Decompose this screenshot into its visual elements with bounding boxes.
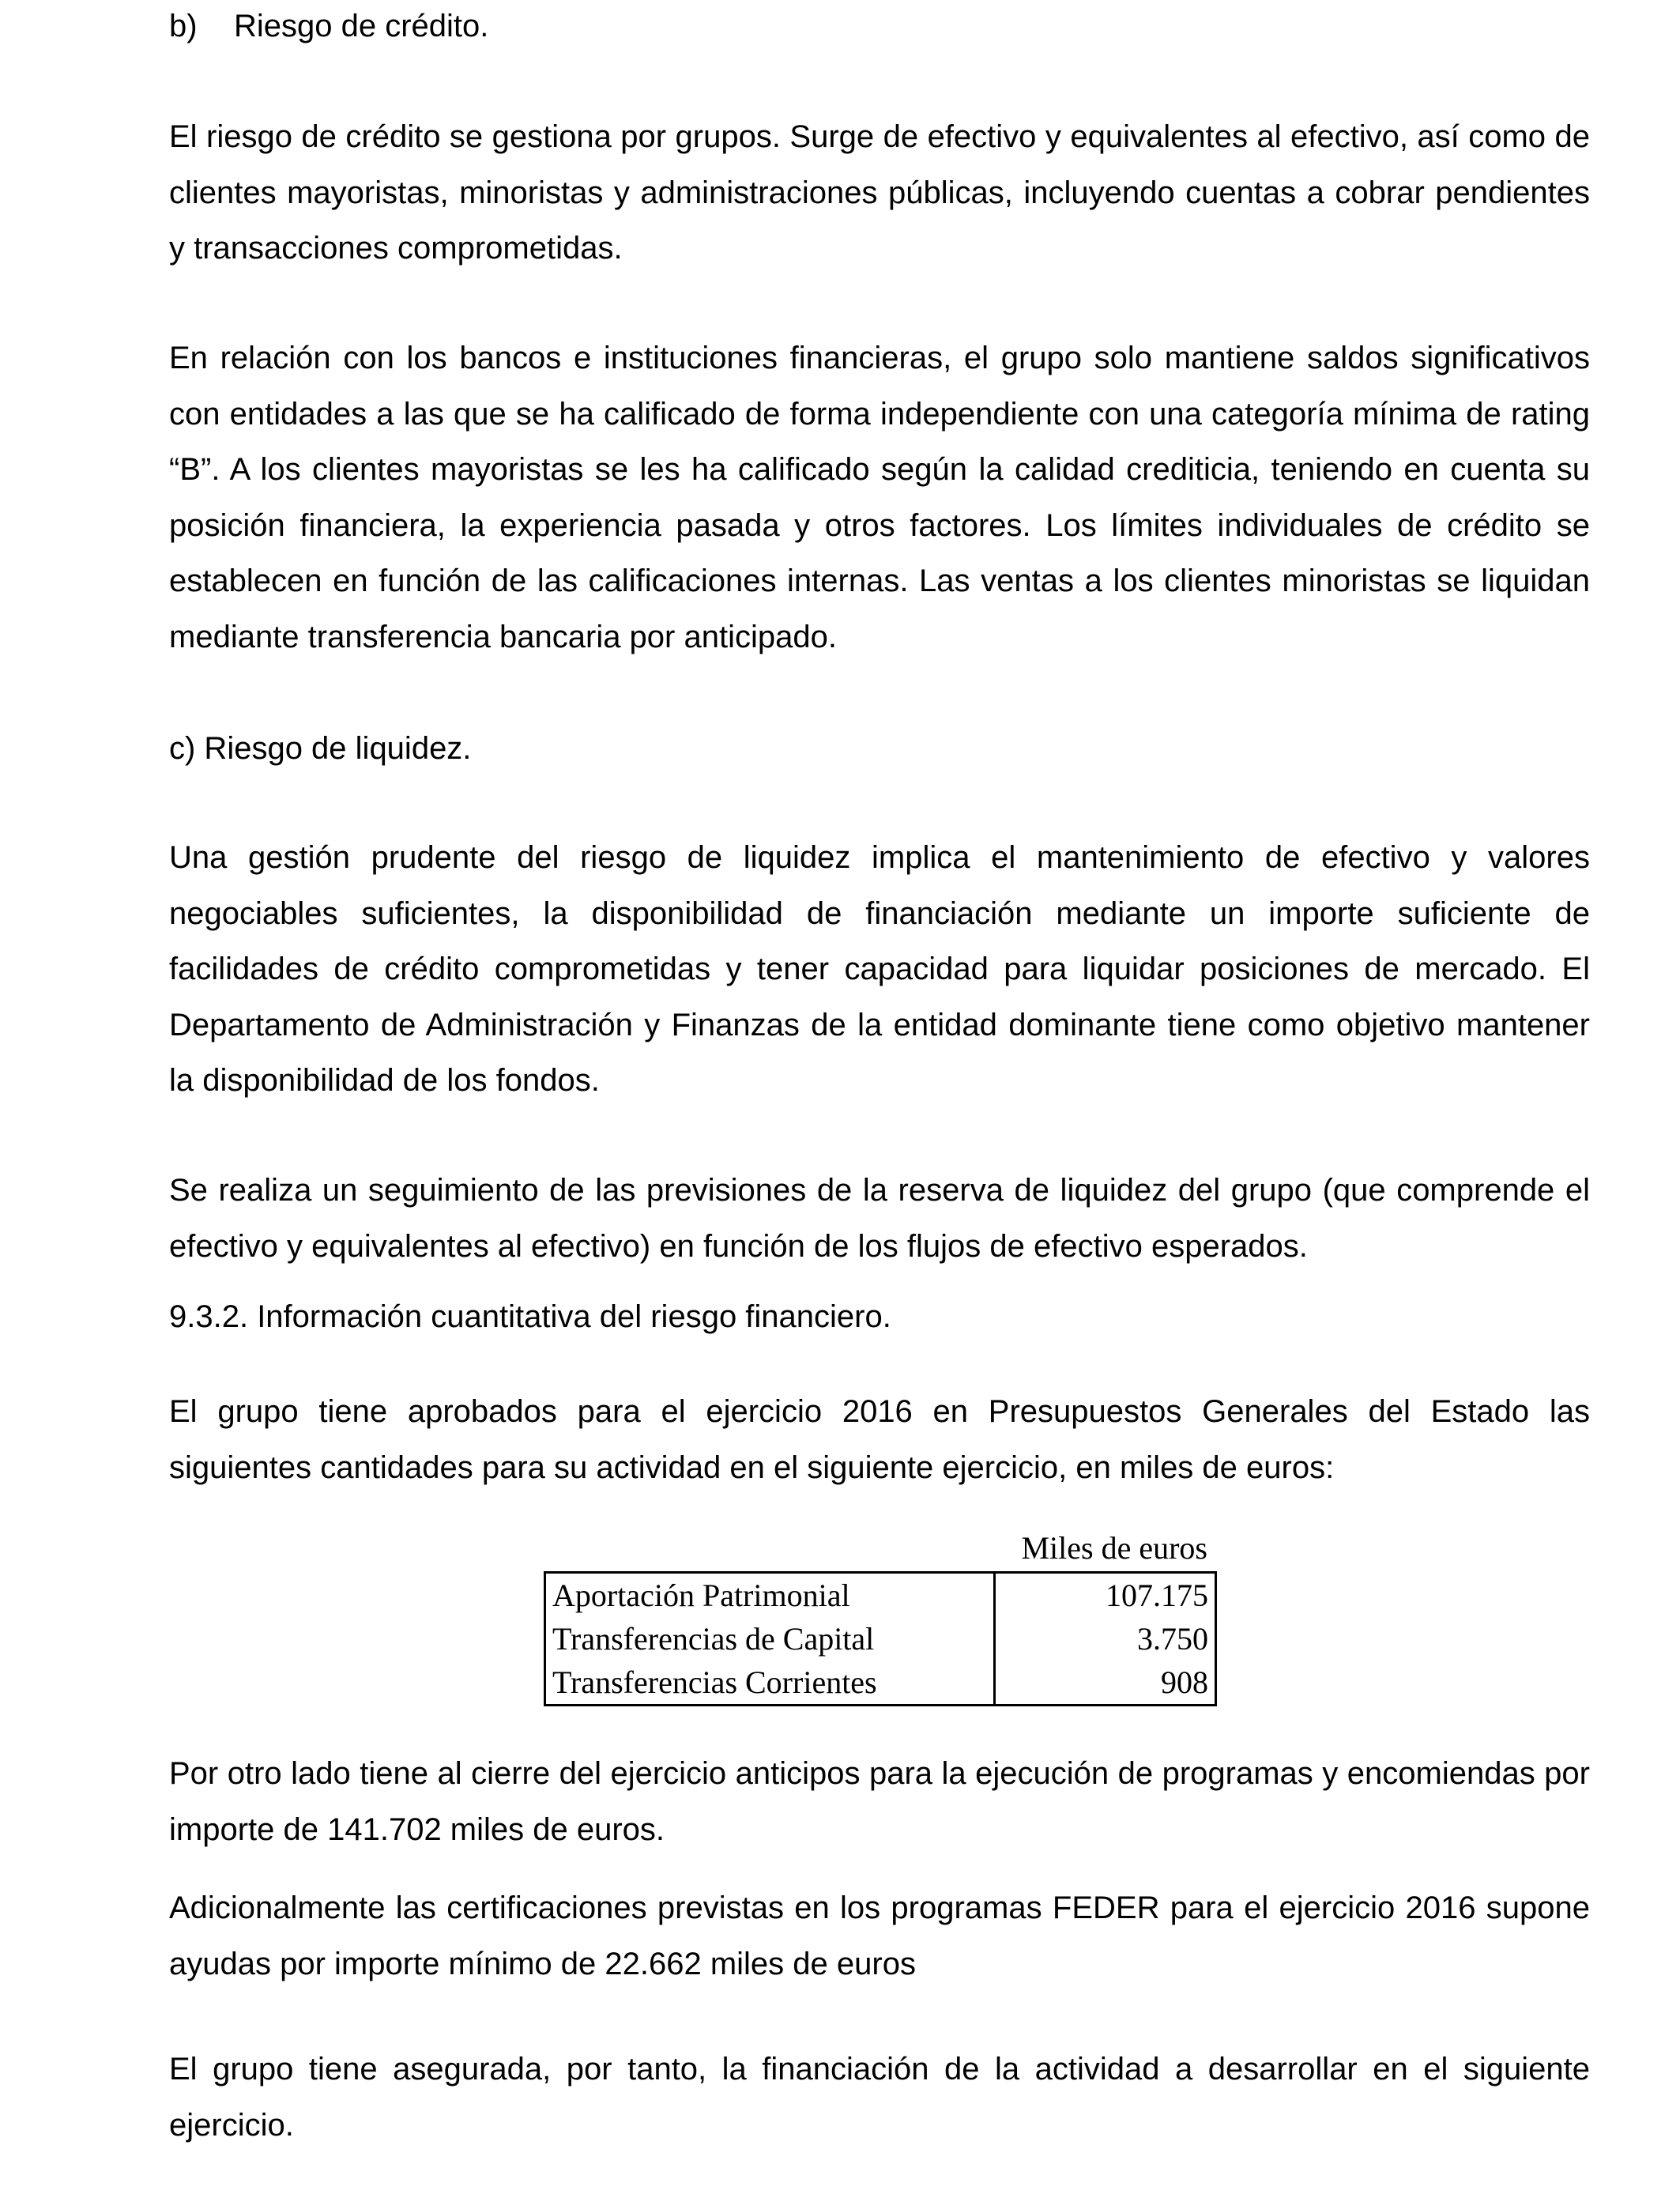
section-letter: b) [169, 9, 198, 43]
budget-table [544, 1525, 1217, 1706]
table-row [545, 1661, 1216, 1706]
row-label: Aportación Patrimonial [545, 1573, 995, 1618]
paragraph-credit-risk-banks: En relación con los bancos e instituciones financieras, el grupo solo mantiene saldos significativos con entidades a las que se ha calificado de forma independiente con una categoría mínima de rating “B”. A los clientes mayoristas se les ha calificado según la calidad crediticia, teniendo en cuenta su posición financiera, la experiencia pasada y otros factores. Los límites individuales de crédito se establecen en función de las calificaciones internas. Las ventas a los clientes minoristas se liquidan mediante transferencia bancaria por anticipado. [169, 341, 1590, 654]
paragraph-advances: Por otro lado tiene al cierre del ejercicio anticipos para la ejecución de programas y encomiendas por importe de 141.702 miles de euros. [169, 1756, 1590, 1847]
paragraph-conclusion: El grupo tiene asegurada, por tanto, la financiación de la actividad a desarrollar en el siguiente ejercicio. [169, 2052, 1590, 2143]
row-label: Transferencias Corrientes [545, 1661, 995, 1706]
paragraph-feder: Adicionalmente las certificaciones previstas en los programas FEDER para el ejercicio 2016 supone ayudas por importe mínimo de 22.662 miles de euros [169, 1891, 1590, 1981]
row-label: Transferencias de Capital [545, 1617, 995, 1661]
section-title: Riesgo de crédito. [234, 9, 489, 43]
section-heading-credit-risk [169, 0, 1590, 54]
table-row [545, 1617, 1216, 1661]
paragraph-liquidity-monitoring: Se realiza un seguimiento de las previsiones de la reserva de liquidez del grupo (que comprende el efectivo y equivalentes al efectivo) en función de los flujos de efectivo esperados. [169, 1173, 1590, 1264]
section-heading-liquidity-risk: c) Riesgo de liquidez. [169, 731, 472, 766]
row-value: 107.175 [1106, 1578, 1208, 1613]
row-value: 908 [1161, 1664, 1208, 1700]
table-caption: Miles de euros [1021, 1530, 1207, 1566]
row-value: 3.750 [1137, 1621, 1208, 1657]
paragraph-liquidity-management: Una gestión prudente del riesgo de liquidez implica el mantenimiento de efectivo y valores negociables suficientes, la disponibilidad de financiación mediante un importe suficiente de facilidades de crédito comprometidas y tener capacidad para liquidar posiciones de mercado. El Departamento de Administración y Finanzas de la entidad dominante tiene como objetivo mantener la disponibilidad de los fondos. [169, 840, 1590, 1099]
paragraph-credit-risk-intro: El riesgo de crédito se gestiona por grupos. Surge de efectivo y equivalentes al efectivo, así como de clientes mayoristas, minoristas y administraciones públicas, incluyendo cuentas a cobrar pendientes y transacciones comprometidas. [169, 119, 1590, 266]
paragraph-budget-intro: El grupo tiene aprobados para el ejercicio 2016 en Presupuestos Generales del Estado las siguientes cantidades para su actividad en el siguiente ejercicio, en miles de euros: [169, 1394, 1590, 1485]
budget-table-grid [544, 1571, 1217, 1706]
table-row [545, 1573, 1216, 1618]
section-heading-quantitative: 9.3.2. Información cuantitativa del riesgo financiero. [169, 1299, 891, 1334]
